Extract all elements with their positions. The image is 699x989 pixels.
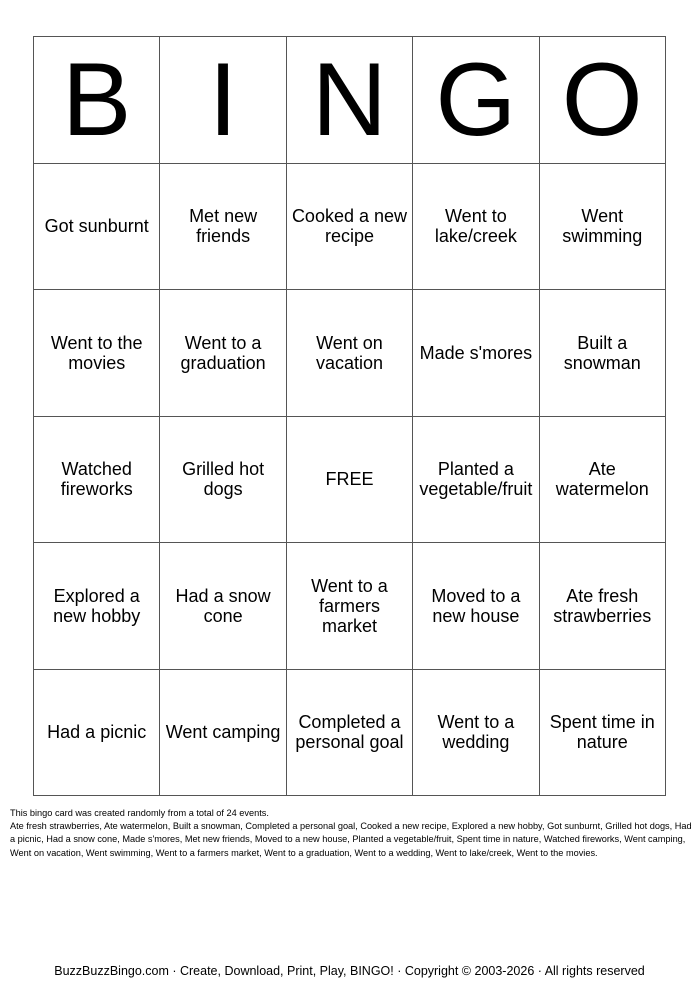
card-info [10, 807, 692, 860]
header-letter-g: G [413, 37, 539, 164]
header-letter-n: N [287, 37, 413, 164]
bingo-cell: Completed a personal goal [287, 670, 413, 797]
grid-row-4 [34, 543, 666, 670]
card-info-event-list: Ate fresh strawberries, Ate watermelon, Built a snowman, Completed a personal goal, Cooked a new recipe, Explored a new hobby, Got sunburnt, Grilled hot dogs, Had a picnic, Had a snow cone, Made s'mores, Met new friends, Moved to a new house, Planted a vegetable/fruit, Spent time in nature, Watched fireworks, Went camping, Went on vacation, Went swimming, Went to a farmers market, Went to a graduation, Went to a wedding, Went to lake/creek, Went to the movies. [10, 821, 692, 858]
bingo-cell: Went to the movies [34, 290, 160, 417]
bingo-cell: Met new friends [160, 164, 286, 291]
bingo-cell: Went to lake/creek [413, 164, 539, 291]
bingo-cell: Had a snow cone [160, 543, 286, 670]
bingo-cell: Had a picnic [34, 670, 160, 797]
bingo-cell: Went to a graduation [160, 290, 286, 417]
bingo-cell: Spent time in nature [540, 670, 666, 797]
bingo-cell: Went on vacation [287, 290, 413, 417]
grid-row-5 [34, 670, 666, 797]
grid-row-2 [34, 290, 666, 417]
bingo-cell: Moved to a new house [413, 543, 539, 670]
header-letter-b: B [34, 37, 160, 164]
header-letter-o: O [540, 37, 666, 164]
bingo-cell: Watched fireworks [34, 417, 160, 544]
bingo-cell: Explored a new hobby [34, 543, 160, 670]
bingo-cell: Planted a vegetable/fruit [413, 417, 539, 544]
bingo-card [33, 36, 666, 796]
bingo-cell: Made s'mores [413, 290, 539, 417]
bingo-cell: Went to a wedding [413, 670, 539, 797]
bingo-cell: Cooked a new recipe [287, 164, 413, 291]
grid-row-1 [34, 164, 666, 291]
bingo-cell: Built a snowman [540, 290, 666, 417]
header-row [34, 37, 666, 164]
bingo-cell: Went camping [160, 670, 286, 797]
bingo-cell: Went swimming [540, 164, 666, 291]
bingo-cell: Got sunburnt [34, 164, 160, 291]
grid-row-3 [34, 417, 666, 544]
card-info-intro: This bingo card was created randomly from a total of 24 events. [10, 808, 269, 818]
header-letter-i: I [160, 37, 286, 164]
bingo-cell: Went to a farmers market [287, 543, 413, 670]
site-footer: BuzzBuzzBingo.com · Create, Download, Print, Play, BINGO! · Copyright © 2003-2026 · All rights reserved [54, 964, 645, 978]
bingo-cell: Grilled hot dogs [160, 417, 286, 544]
bingo-cell: Ate fresh strawberries [540, 543, 666, 670]
free-space-cell: FREE [287, 417, 413, 544]
bingo-cell: Ate watermelon [540, 417, 666, 544]
